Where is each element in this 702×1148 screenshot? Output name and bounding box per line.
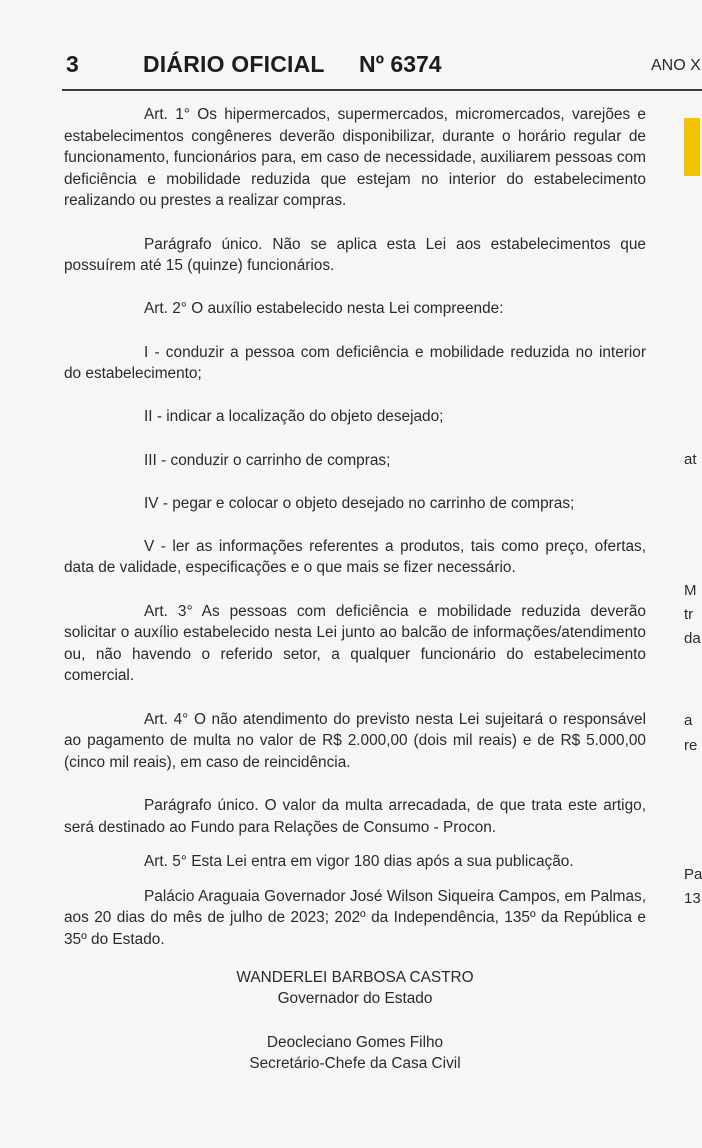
signer-role: Secretário-Chefe da Casa Civil [249, 1055, 461, 1073]
law-text-column [64, 104, 646, 1075]
right-column-fragment: at [684, 451, 697, 468]
right-column-fragment: Pa [684, 866, 702, 883]
signer-name: Deocleciano Gomes Filho [266, 1033, 444, 1051]
issue-number: Nº 6374 [359, 51, 442, 77]
article-3: Art. 3° As pessoas com deficiência e mobilidade reduzida deverão solicitar o auxílio estabelecido nesta Lei junto ao balcão de informações/atendimento ou, não havendo o referido setor, a qualquer funcionário do estabelecimento comercial. [64, 602, 646, 685]
item-v: V - ler as informações referentes a produtos, tais como preço, ofertas, data de validade, especificações e o que mais se fizer necessário. [64, 537, 646, 577]
item-iv: IV - pegar e colocar o objeto desejado no carrinho de compras; [144, 494, 575, 512]
item-i: I - conduzir a pessoa com deficiência e mobilidade reduzida no interior do estabelecimento; [64, 343, 646, 383]
right-column-fragment: 13 [684, 890, 701, 907]
item-ii: II - indicar a localização do objeto desejado; [144, 408, 444, 426]
article-1: Art. 1° Os hipermercados, supermercados, micromercados, varejões e estabelecimentos congêneres deverão disponibilizar, durante o horário regular de funcionamento, funcionários para, em caso de necessidade, auxiliarem pessoas com deficiência e mobilidade reduzida que estejam no interior do estabelecimento realizando ou prestes a realizar compras. [64, 106, 646, 210]
right-column-fragment: tr [684, 606, 694, 623]
article-1-single-paragraph: Parágrafo único. Não se aplica esta Lei aos estabelecimentos que possuírem até 15 (quinze) funcionários. [64, 235, 646, 275]
header-rule [62, 89, 702, 91]
page-header [0, 0, 700, 96]
closing-statement: Palácio Araguaia Governador José Wilson Siqueira Campos, em Palmas, aos 20 dias do mês de julho de 2023; 202º da Independência, 135º da República e 35º do Estado. [64, 887, 646, 948]
signer-name: WANDERLEI BARBOSA CASTRO [236, 968, 474, 986]
article-5: Art. 5° Esta Lei entra em vigor 180 dias após a sua publicação. [144, 853, 574, 871]
journal-title: DIÁRIO OFICIAL [143, 51, 325, 77]
article-2: Art. 2° O auxílio estabelecido nesta Lei compreende: [144, 300, 504, 318]
article-4-single-paragraph: Parágrafo único. O valor da multa arrecadada, de que trata este artigo, será destinado ao Fundo para Relações de Consumo - Procon. [64, 797, 646, 836]
right-column-fragment: a [684, 712, 693, 729]
yellow-banner-fragment [684, 118, 700, 176]
right-column-fragment: da [684, 630, 701, 647]
signer-role: Governador do Estado [277, 990, 433, 1008]
right-column-fragment: M [684, 582, 697, 599]
article-4: Art. 4° O não atendimento do previsto nesta Lei sujeitará o responsável ao pagamento de multa no valor de R$ 2.000,00 (dois mil reais) e de R$ 5.000,00 (cinco mil reais), em caso de reincidência. [64, 710, 646, 771]
item-iii: III - conduzir o carrinho de compras; [144, 451, 391, 469]
page-number: 3 [66, 51, 79, 77]
right-column-fragment: re [684, 737, 698, 754]
year-label: ANO X [651, 57, 701, 74]
signature-block [64, 967, 646, 1075]
